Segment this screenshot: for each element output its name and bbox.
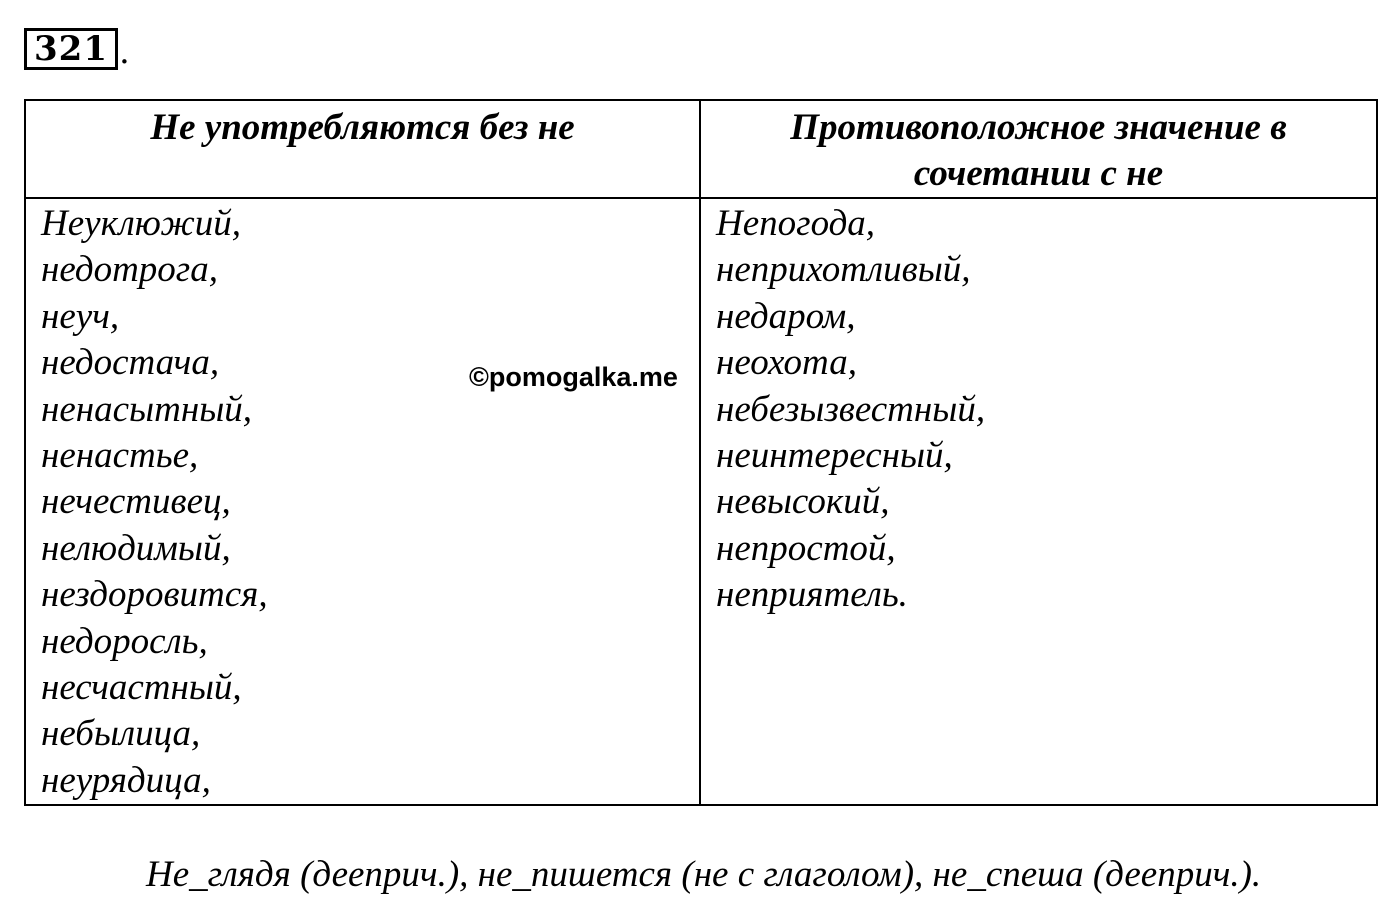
list-item: неприятель. <box>716 574 908 616</box>
list-item: непростой, <box>716 527 896 569</box>
column-1-cell <box>25 198 700 805</box>
list-item: небезызвестный, <box>716 388 986 430</box>
list-item: несчастный, <box>41 667 242 709</box>
answer-line: Не_глядя (дееприч.), не_пишется (не с глаголом), не_спеша (дееприч.). <box>146 854 1262 895</box>
task-number-box: 321 <box>24 28 118 70</box>
list-item: недостача, <box>41 342 220 384</box>
list-item: неуч, <box>41 295 120 337</box>
list-item: неприхотливый, <box>716 249 971 291</box>
table-body-row <box>25 198 1377 805</box>
list-item: нечестивец, <box>41 481 231 523</box>
list-item: недотрога, <box>41 249 218 291</box>
table-header-row <box>25 100 1377 198</box>
list-item: нездоровится, <box>41 574 268 616</box>
watermark: ©pomogalka.me <box>469 362 678 392</box>
column-1-word-list <box>41 201 699 804</box>
task-number-dot: . <box>118 32 130 72</box>
list-item: невысокий, <box>716 481 890 523</box>
column-2-word-list <box>716 201 1376 619</box>
task-number <box>24 28 130 70</box>
list-item: неинтересный, <box>716 435 953 477</box>
column-2-cell <box>700 198 1377 805</box>
column-header-2: Противоположное значение в сочетании с не <box>700 100 1377 198</box>
list-item: неохота, <box>716 342 857 384</box>
column-header-1: Не употребляются без не <box>25 100 700 198</box>
answer-table <box>24 99 1378 806</box>
list-item: небылица, <box>41 713 201 755</box>
list-item: недоросль, <box>41 620 208 662</box>
list-item: недаром, <box>716 295 856 337</box>
list-item: ненастье, <box>41 435 199 477</box>
list-item: неурядица, <box>41 759 211 801</box>
list-item: ненасытный, <box>41 388 252 430</box>
list-item: Непогода, <box>716 203 876 244</box>
list-item: Неуклюжий, <box>41 203 242 244</box>
list-item: нелюдимый, <box>41 527 231 569</box>
